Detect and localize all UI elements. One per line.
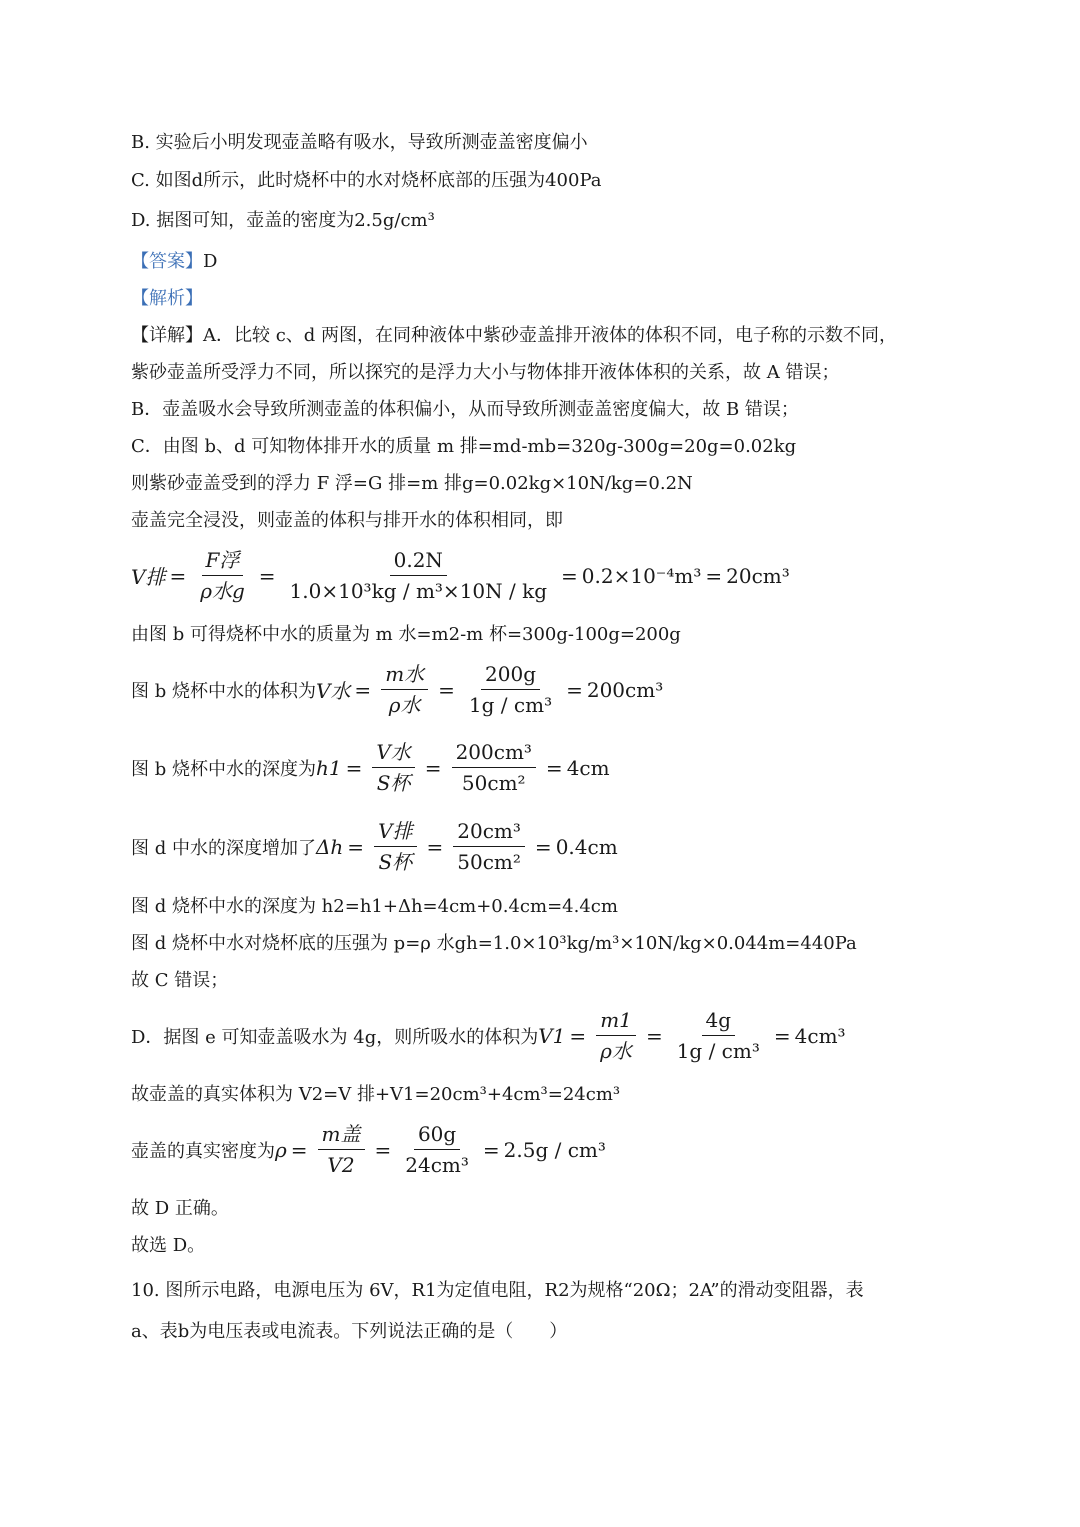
formula-denominator: ρ水 bbox=[600, 1039, 632, 1063]
formula-numerator: m1 bbox=[596, 1008, 636, 1036]
formula-denominator: 24cm³ bbox=[405, 1153, 469, 1177]
detail-line-14: 故 C 错误； bbox=[131, 970, 229, 991]
formula-numerator: 0.2N bbox=[390, 548, 447, 576]
formula-denominator: V2 bbox=[327, 1153, 355, 1177]
detail-line-16: 故壶盖的真实体积为 V2=V 排+V1=20cm³+4cm³=24cm³ bbox=[131, 1084, 621, 1105]
detail-line-3: B．壶盖吸水会导致所测壶盖的体积偏小，从而导致所测壶盖密度偏大，故 B 错误； bbox=[131, 399, 799, 420]
detail-line-6: 壶盖完全浸没，则壶盖的体积与排开水的体积相同，即 bbox=[131, 510, 563, 531]
question-10-line-2: a、表b为电压表或电流表。下列说法正确的是（ ） bbox=[131, 1321, 568, 1342]
detail-line-8: 由图 b 可得烧杯中水的质量为 m 水=m2-m 杯=300g-100g=200g bbox=[131, 624, 681, 645]
formula-result: 4cm bbox=[566, 755, 610, 780]
detail-line-18: 故 D 正确。 bbox=[131, 1198, 229, 1219]
formula-numerator: m盖 bbox=[318, 1122, 365, 1150]
formula-lhs: ρ bbox=[275, 1137, 287, 1162]
formula-result: 2.5g / cm³ bbox=[503, 1137, 606, 1162]
formula-depth-increase: 图 d 中水的深度增加了 Δh = $\frac{\text{V排}}{\text{S杯}}$ = $\frac{\text{20cm³}}{\text{50cm²}}$ = 0.4cm bbox=[131, 819, 618, 874]
formula-lhs: Δh bbox=[315, 834, 344, 859]
formula-denominator: 1.0×10³kg / m³×10N / kg bbox=[289, 579, 548, 603]
formula-denominator: 50cm² bbox=[457, 850, 521, 874]
formula-numerator: V排 bbox=[374, 819, 416, 847]
formula-numerator: 20cm³ bbox=[453, 819, 525, 847]
formula-water-volume: 图 b 烧杯中水的体积为 V水 = $\frac{\text{m水}}{\text{ρ水}}$ = $\frac{200g}{\text{1g / cm³}}$ = 200cm³ bbox=[131, 662, 664, 717]
formula-denominator: ρ水 bbox=[388, 693, 421, 717]
formula-result: 20cm³ bbox=[726, 563, 790, 588]
option-c: C. 如图d所示，此时烧杯中的水对烧杯底部的压强为400Pa bbox=[131, 170, 602, 191]
answer-label: 【答案】 bbox=[131, 251, 203, 272]
formula-denominator: 1g / cm³ bbox=[676, 1039, 760, 1063]
option-d: D. 据图可知，壶盖的密度为2.5g/cm³ bbox=[131, 210, 435, 231]
formula-result: 200cm³ bbox=[586, 677, 664, 702]
detail-line-19: 故选 D。 bbox=[131, 1235, 206, 1256]
formula-result: 4cm³ bbox=[794, 1023, 846, 1048]
formula-result: 0.4cm bbox=[555, 834, 618, 859]
formula-numerator: 60g bbox=[414, 1122, 460, 1150]
formula-numerator: 4g bbox=[702, 1008, 736, 1036]
question-10-line-1: 10. 图所示电路，电源电压为 6V，R1为定值电阻，R2为规格“20Ω；2A”的滑动变阻器，表 bbox=[131, 1280, 864, 1301]
detail-line-5: 则紫砂壶盖受到的浮力 F 浮=G 排=m 排g=0.02kg×10N/kg=0.2N bbox=[131, 473, 693, 494]
formula-denominator: ρ水g bbox=[200, 579, 245, 603]
detail-line-2: 紫砂壶盖所受浮力不同，所以探究的是浮力大小与物体排开液体体积的关系，故 A 错误； bbox=[131, 362, 840, 383]
formula-lhs: V1 bbox=[538, 1023, 566, 1048]
formula-denominator: 1g / cm³ bbox=[468, 693, 553, 717]
formula-denominator: 50cm² bbox=[461, 771, 526, 795]
detail-line-4: C．由图 b、d 可知物体排开水的质量 m 排=md-mb=320g-300g=20g=0.02kg bbox=[131, 436, 797, 457]
formula-true-density: 壶盖的真实密度为 ρ = $\frac{\text{m盖}}{V2}$ = $\frac{60g}{\text{24cm³}}$ = 2.5g / cm³ bbox=[131, 1122, 606, 1177]
formula-prefix: D．据图 e 可知壶盖吸水为 4g，则所吸水的体积为 bbox=[131, 1026, 539, 1048]
formula-prefix: 图 b 烧杯中水的体积为 bbox=[131, 680, 316, 702]
formula-numerator: 200cm³ bbox=[452, 740, 536, 768]
formula-prefix: 壶盖的真实密度为 bbox=[131, 1140, 275, 1162]
formula-absorbed-volume: D．据图 e 可知壶盖吸水为 4g，则所吸水的体积为 V1 = $\frac{m1}{\text{ρ水}}$ = $\frac{4g}{\text{1g / cm³}}$ = 4cm³ bbox=[131, 1008, 846, 1063]
formula-lhs: V排 bbox=[131, 565, 166, 589]
answer-value: D bbox=[203, 251, 218, 272]
formula-numerator: m水 bbox=[381, 662, 428, 690]
formula-water-depth: 图 b 烧杯中水的深度为 h1 = $\frac{\text{V水}}{\text{S杯}}$ = $\frac{\text{200cm³}}{\text{50cm²}}$ = 4cm bbox=[131, 740, 610, 795]
detail-line-13: 图 d 烧杯中水对烧杯底的压强为 p=ρ 水gh=1.0×10³kg/m³×10N/kg×0.044m=440Pa bbox=[131, 933, 857, 954]
analysis-label: 【解析】 bbox=[131, 288, 203, 309]
detail-line-1: 【详解】A．比较 c、d 两图，在同种液体中紫砂壶盖排开液体的体积不同，电子称的示数不同， bbox=[131, 325, 898, 346]
formula-result: 0.2×10⁻⁴m³ bbox=[581, 563, 702, 588]
formula-displaced-volume: V排 = $\frac{\text{F浮}}{\text{ρ水g}}$ = $\frac{0.2N}{\text{1.0×10³kg / m³×10N / kg}}$ = 0.2×10⁻⁴m³ = 20cm³ bbox=[131, 548, 790, 603]
formula-denominator: S杯 bbox=[378, 850, 413, 874]
formula-prefix: 图 b 烧杯中水的深度为 bbox=[131, 758, 316, 780]
formula-lhs: h1 bbox=[315, 755, 342, 780]
formula-lhs: V水 bbox=[315, 679, 351, 703]
answer-line bbox=[131, 250, 217, 274]
formula-numerator: F浮 bbox=[202, 548, 244, 576]
formula-numerator: 200g bbox=[481, 662, 540, 690]
formula-prefix: 图 d 中水的深度增加了 bbox=[131, 837, 316, 859]
detail-line-12: 图 d 烧杯中水的深度为 h2=h1+Δh=4cm+0.4cm=4.4cm bbox=[131, 896, 618, 917]
formula-denominator: S杯 bbox=[376, 771, 411, 795]
formula-numerator: V水 bbox=[372, 740, 414, 768]
option-b: B. 实验后小明发现壶盖略有吸水，导致所测壶盖密度偏小 bbox=[131, 132, 588, 153]
